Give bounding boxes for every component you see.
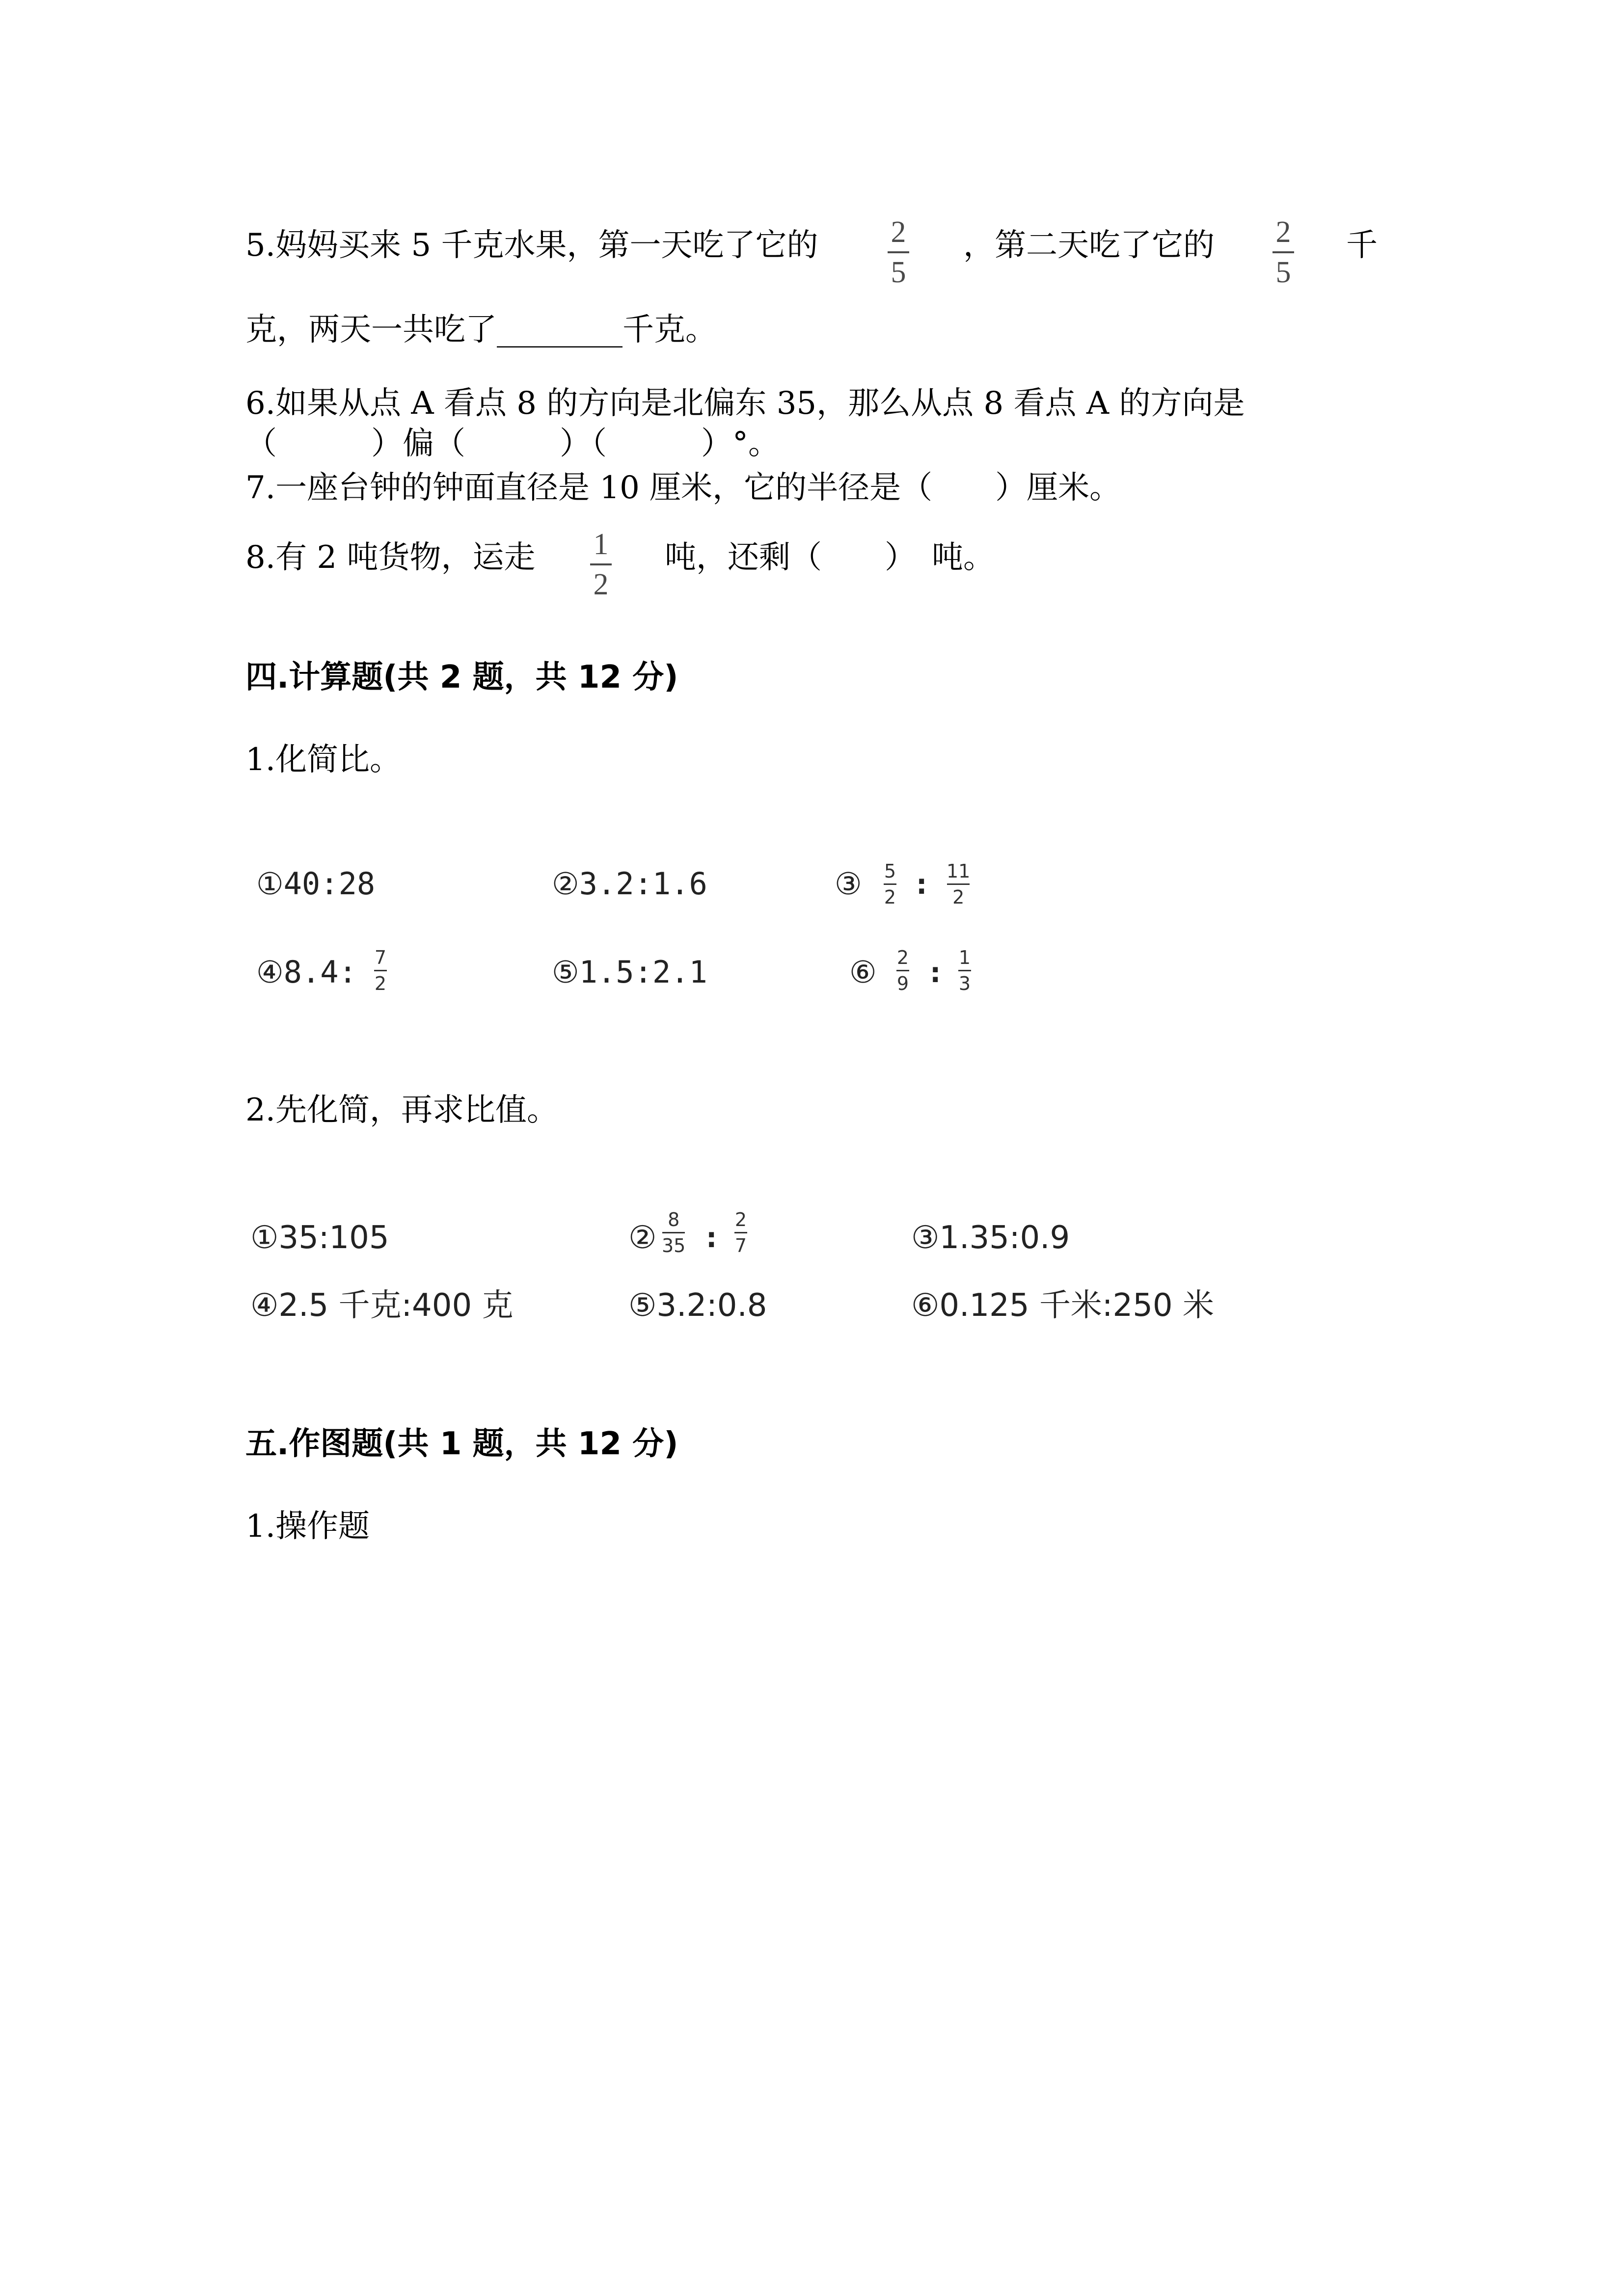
q6-text-line2: （ ）偏（ ）（ ）°。: [245, 426, 780, 462]
s4-q1-item-f-fraction-1: [896, 948, 909, 993]
section4-heading: 四.计算题(共 2 题，共 12 分): [245, 659, 678, 695]
fraction-denominator: 9: [896, 973, 909, 994]
fraction-denominator: 35: [662, 1235, 686, 1256]
s4-q2-item-c: ③1.35:0.9: [911, 1220, 1070, 1256]
s5-q1-title: 1.操作题: [245, 1508, 370, 1545]
fraction-denominator: 5: [1275, 256, 1291, 289]
fraction-numerator: 2: [1275, 215, 1291, 249]
section5-heading: 五.作图题(共 1 题，共 12 分): [245, 1426, 678, 1462]
fraction-bar: [734, 1232, 747, 1233]
fraction-bar: [590, 563, 612, 565]
s4-q2-item-f: ⑥0.125 千米:250 米: [911, 1287, 1214, 1324]
fraction-bar: [1272, 251, 1294, 253]
q8-fraction: [590, 529, 612, 600]
fraction-denominator: 5: [891, 256, 906, 289]
fraction-numerator: 1: [593, 528, 609, 561]
fraction-bar: [947, 883, 970, 885]
s4-q2-item-b-label: ②: [628, 1220, 657, 1256]
s4-q2-item-b-fraction-2: [734, 1210, 747, 1255]
s4-q1-item-f-label: ⑥: [849, 954, 877, 990]
s4-q1-item-e: ⑤1.5:2.1: [552, 954, 707, 990]
q5-text-part3: 千: [1346, 227, 1378, 264]
q8-text-part2: 吨，还剩（ ） 吨。: [665, 539, 995, 576]
fraction-numerator: 8: [668, 1209, 680, 1230]
q5-text-line2: 克，两天一共吃了________千克。: [245, 312, 717, 348]
fraction-numerator: 11: [947, 860, 971, 882]
s4-q2-item-e: ⑤3.2:0.8: [628, 1287, 767, 1324]
q5-fraction-1: [888, 217, 909, 288]
s4-q1-item-c-fraction-1: [884, 862, 896, 907]
ratio-colon: :: [916, 869, 927, 901]
s4-q1-item-b: ②3.2:1.6: [552, 866, 707, 902]
s4-q1-item-d-label: ④8.4:: [256, 954, 357, 990]
s4-q2-item-d: ④2.5 千克:400 克: [250, 1287, 514, 1324]
fraction-bar: [888, 251, 909, 253]
fraction-denominator: 2: [952, 886, 965, 908]
s4-q1-title: 1.化简比。: [245, 742, 402, 778]
s4-q1-item-d-fraction: [374, 948, 387, 993]
q5-fraction-2: [1272, 217, 1294, 288]
q5-text-part1: 5.妈妈买来 5 千克水果，第一天吃了它的: [245, 227, 818, 264]
s4-q2-title: 2.先化简，再求比值。: [245, 1092, 559, 1128]
fraction-numerator: 2: [896, 947, 909, 968]
fraction-bar: [662, 1232, 685, 1233]
s4-q1-item-a: ①40:28: [256, 866, 376, 902]
fraction-denominator: 2: [884, 886, 896, 908]
fraction-bar: [884, 883, 896, 885]
fraction-numerator: 1: [958, 947, 971, 968]
fraction-denominator: 2: [593, 568, 609, 601]
q5-text-part2: ，第二天吃了它的: [963, 227, 1215, 264]
fraction-numerator: 7: [374, 947, 387, 968]
fraction-numerator: 2: [891, 215, 906, 249]
ratio-colon: :: [706, 1222, 717, 1254]
ratio-colon: :: [930, 957, 941, 989]
fraction-denominator: 3: [958, 973, 971, 994]
s4-q2-item-a: ①35:105: [250, 1220, 389, 1256]
fraction-bar: [958, 970, 971, 971]
q6-text-line1: 6.如果从点 A 看点 8 的方向是北偏东 35，那么从点 8 看点 A 的方向是: [245, 385, 1245, 422]
s4-q1-item-f-fraction-2: [958, 948, 971, 993]
s4-q1-item-c-fraction-2: [947, 862, 970, 907]
fraction-numerator: 5: [884, 860, 896, 882]
q7-text: 7.一座台钟的钟面直径是 10 厘米，它的半径是（ ）厘米。: [245, 470, 1121, 506]
s4-q1-item-c-label: ③: [835, 866, 862, 902]
fraction-numerator: 2: [734, 1209, 747, 1230]
fraction-bar: [374, 970, 387, 971]
fraction-denominator: 7: [734, 1235, 747, 1256]
fraction-bar: [896, 970, 909, 971]
fraction-denominator: 2: [374, 973, 387, 994]
s4-q2-item-b-fraction-1: [662, 1210, 685, 1255]
q8-text-part1: 8.有 2 吨货物，运走: [245, 539, 536, 576]
